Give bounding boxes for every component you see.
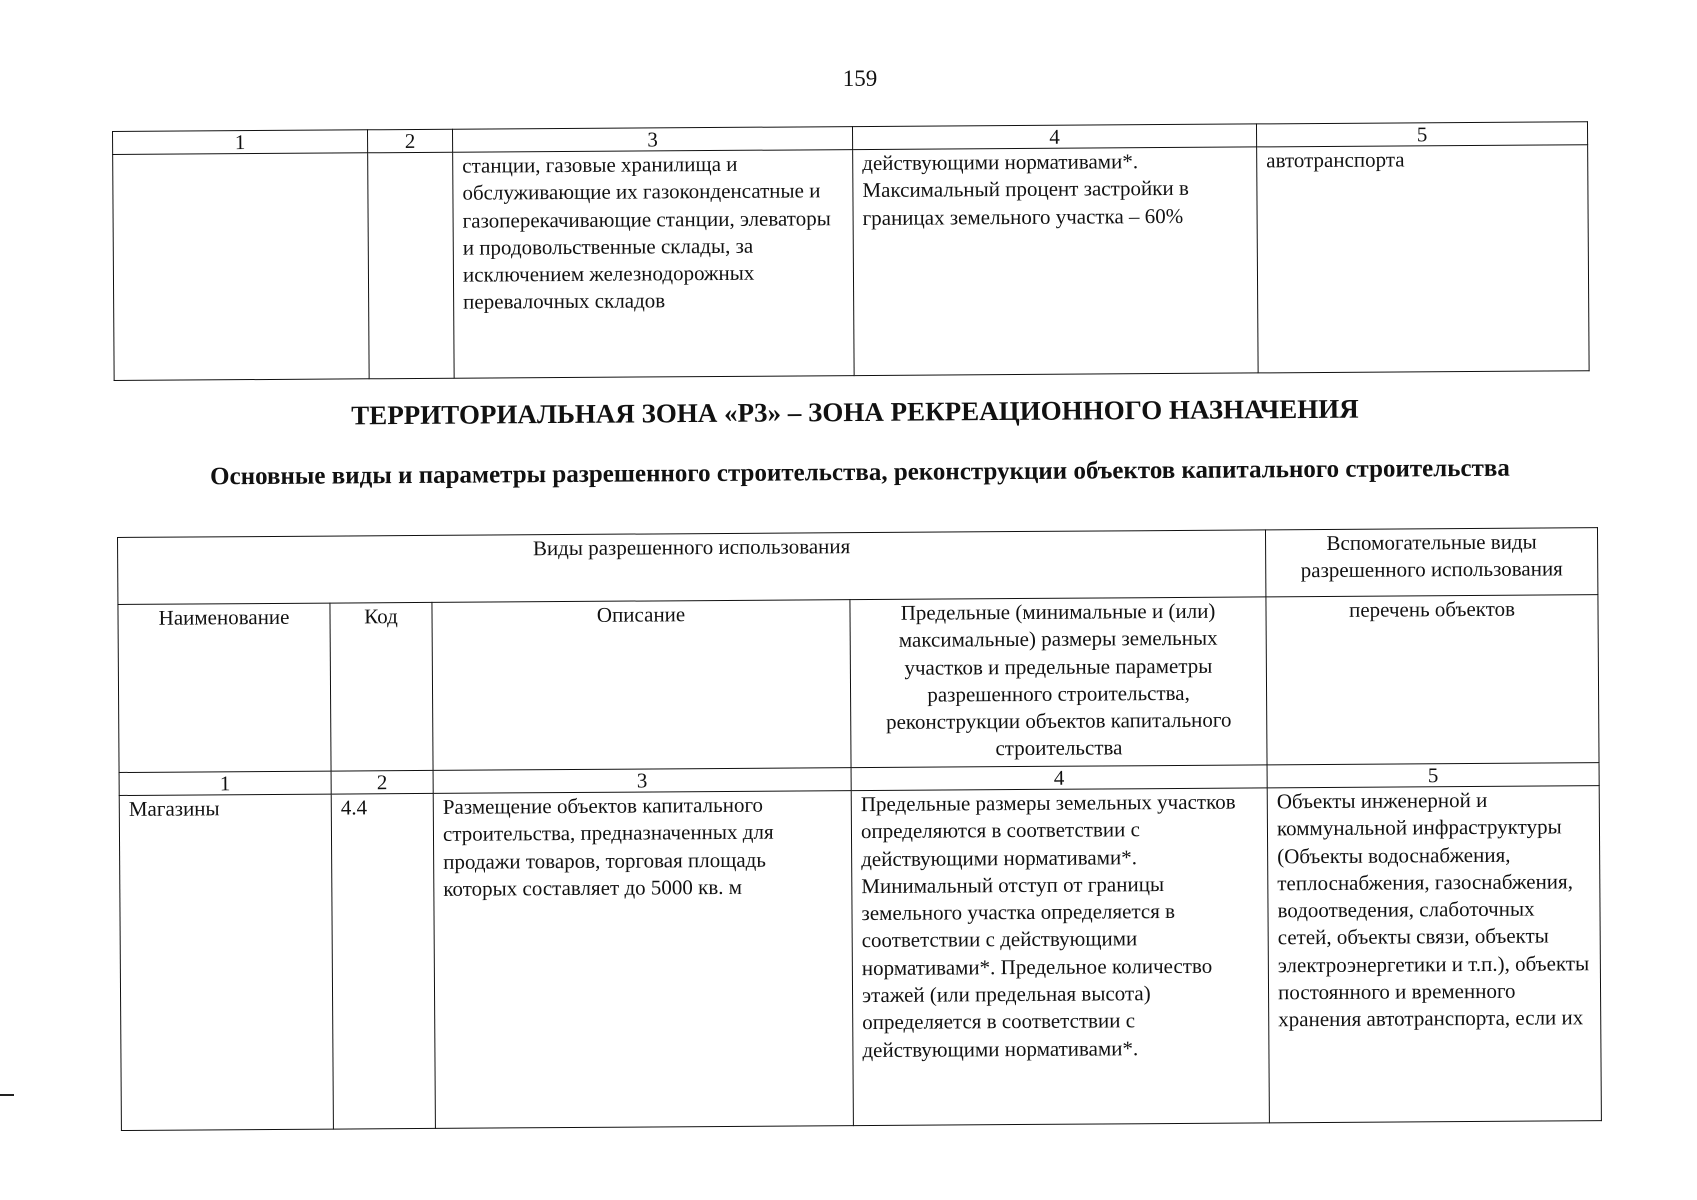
column-number: 5 [1267,763,1599,788]
cell-code: 4.4 [331,793,435,1129]
cell-description: станции, газовые хранилища и обслуживающие их газоконденсатные и газоперекачивающие станции, элеваторы и продовольственные склады, за исключением железнодорожных перевалочных складов [453,150,854,379]
aux-group-header: Вспомогательные виды разрешенного использования [1265,528,1597,597]
header-code: Код [330,602,433,771]
column-number: 2 [367,129,452,153]
column-number: 5 [1256,122,1587,147]
header-name: Наименование [118,603,331,772]
cell-parameters: Предельные размеры земельных участков определяются в соответствии с действующими нормативами*. Минимальный отступ от границы земельного участка определяется в соответствии с действующими нормативами*. Предельное количество этажей (или предельная высота) определяется в соответствии с действующими нормативами*. [851,788,1269,1126]
header-parameters: Предельные (минимальные и (или) максимальные) размеры земельных участков и предельные параметры разрешенного строительства, реконструкции объектов капитального строительства [850,597,1267,768]
margin-mark [0,1094,14,1096]
page-number: 159 [842,66,878,91]
column-number: 1 [113,130,368,155]
cell-auxiliary: Объекты инженерной и коммунальной инфраструктуры (Объекты водоснабжения, теплоснабжения, газоснабжения, водоотведения, слаботочных сетей, объекты связи, объекты электроэнергетики и т.п.), объекты постоянного и временного хранения автотранспорта, если их [1267,786,1601,1123]
cell-name: Магазины [119,794,333,1130]
column-number: 3 [433,768,851,794]
cell-description: Размещение объектов капитального строительства, предназначенных для продажи товаров, торговая площадь которых составляет до 5000 кв. м [433,791,853,1129]
header-row [118,595,1599,773]
main-table [117,527,1602,1131]
continued-table [112,121,1590,381]
group-header-row [118,528,1598,605]
group-header: Виды разрешенного использования [118,530,1266,605]
cell-parameters: действующими нормативами*. Максимальный процент застройки в границах земельного участка – 60% [853,147,1258,376]
column-number: 4 [852,124,1256,150]
column-number: 1 [119,771,331,795]
header-description: Описание [432,600,851,771]
cell-code [368,152,454,379]
cell-name [113,153,369,381]
column-number: 4 [851,765,1267,791]
table-row [119,786,1601,1131]
section-subtitle: Основные виды и параметры разрешенного строительства, реконструкции объектов капитального строительства [210,454,1510,491]
header-auxiliary: перечень объектов [1266,595,1599,765]
column-number: 3 [452,127,852,153]
zone-title: ТЕРРИТОРИАЛЬНАЯ ЗОНА «Р3» – ЗОНА РЕКРЕАЦИОННОГО НАЗНАЧЕНИЯ [351,393,1359,431]
column-number: 2 [331,770,433,794]
table-row [113,145,1589,381]
cell-auxiliary: автотранспорта [1257,145,1589,373]
